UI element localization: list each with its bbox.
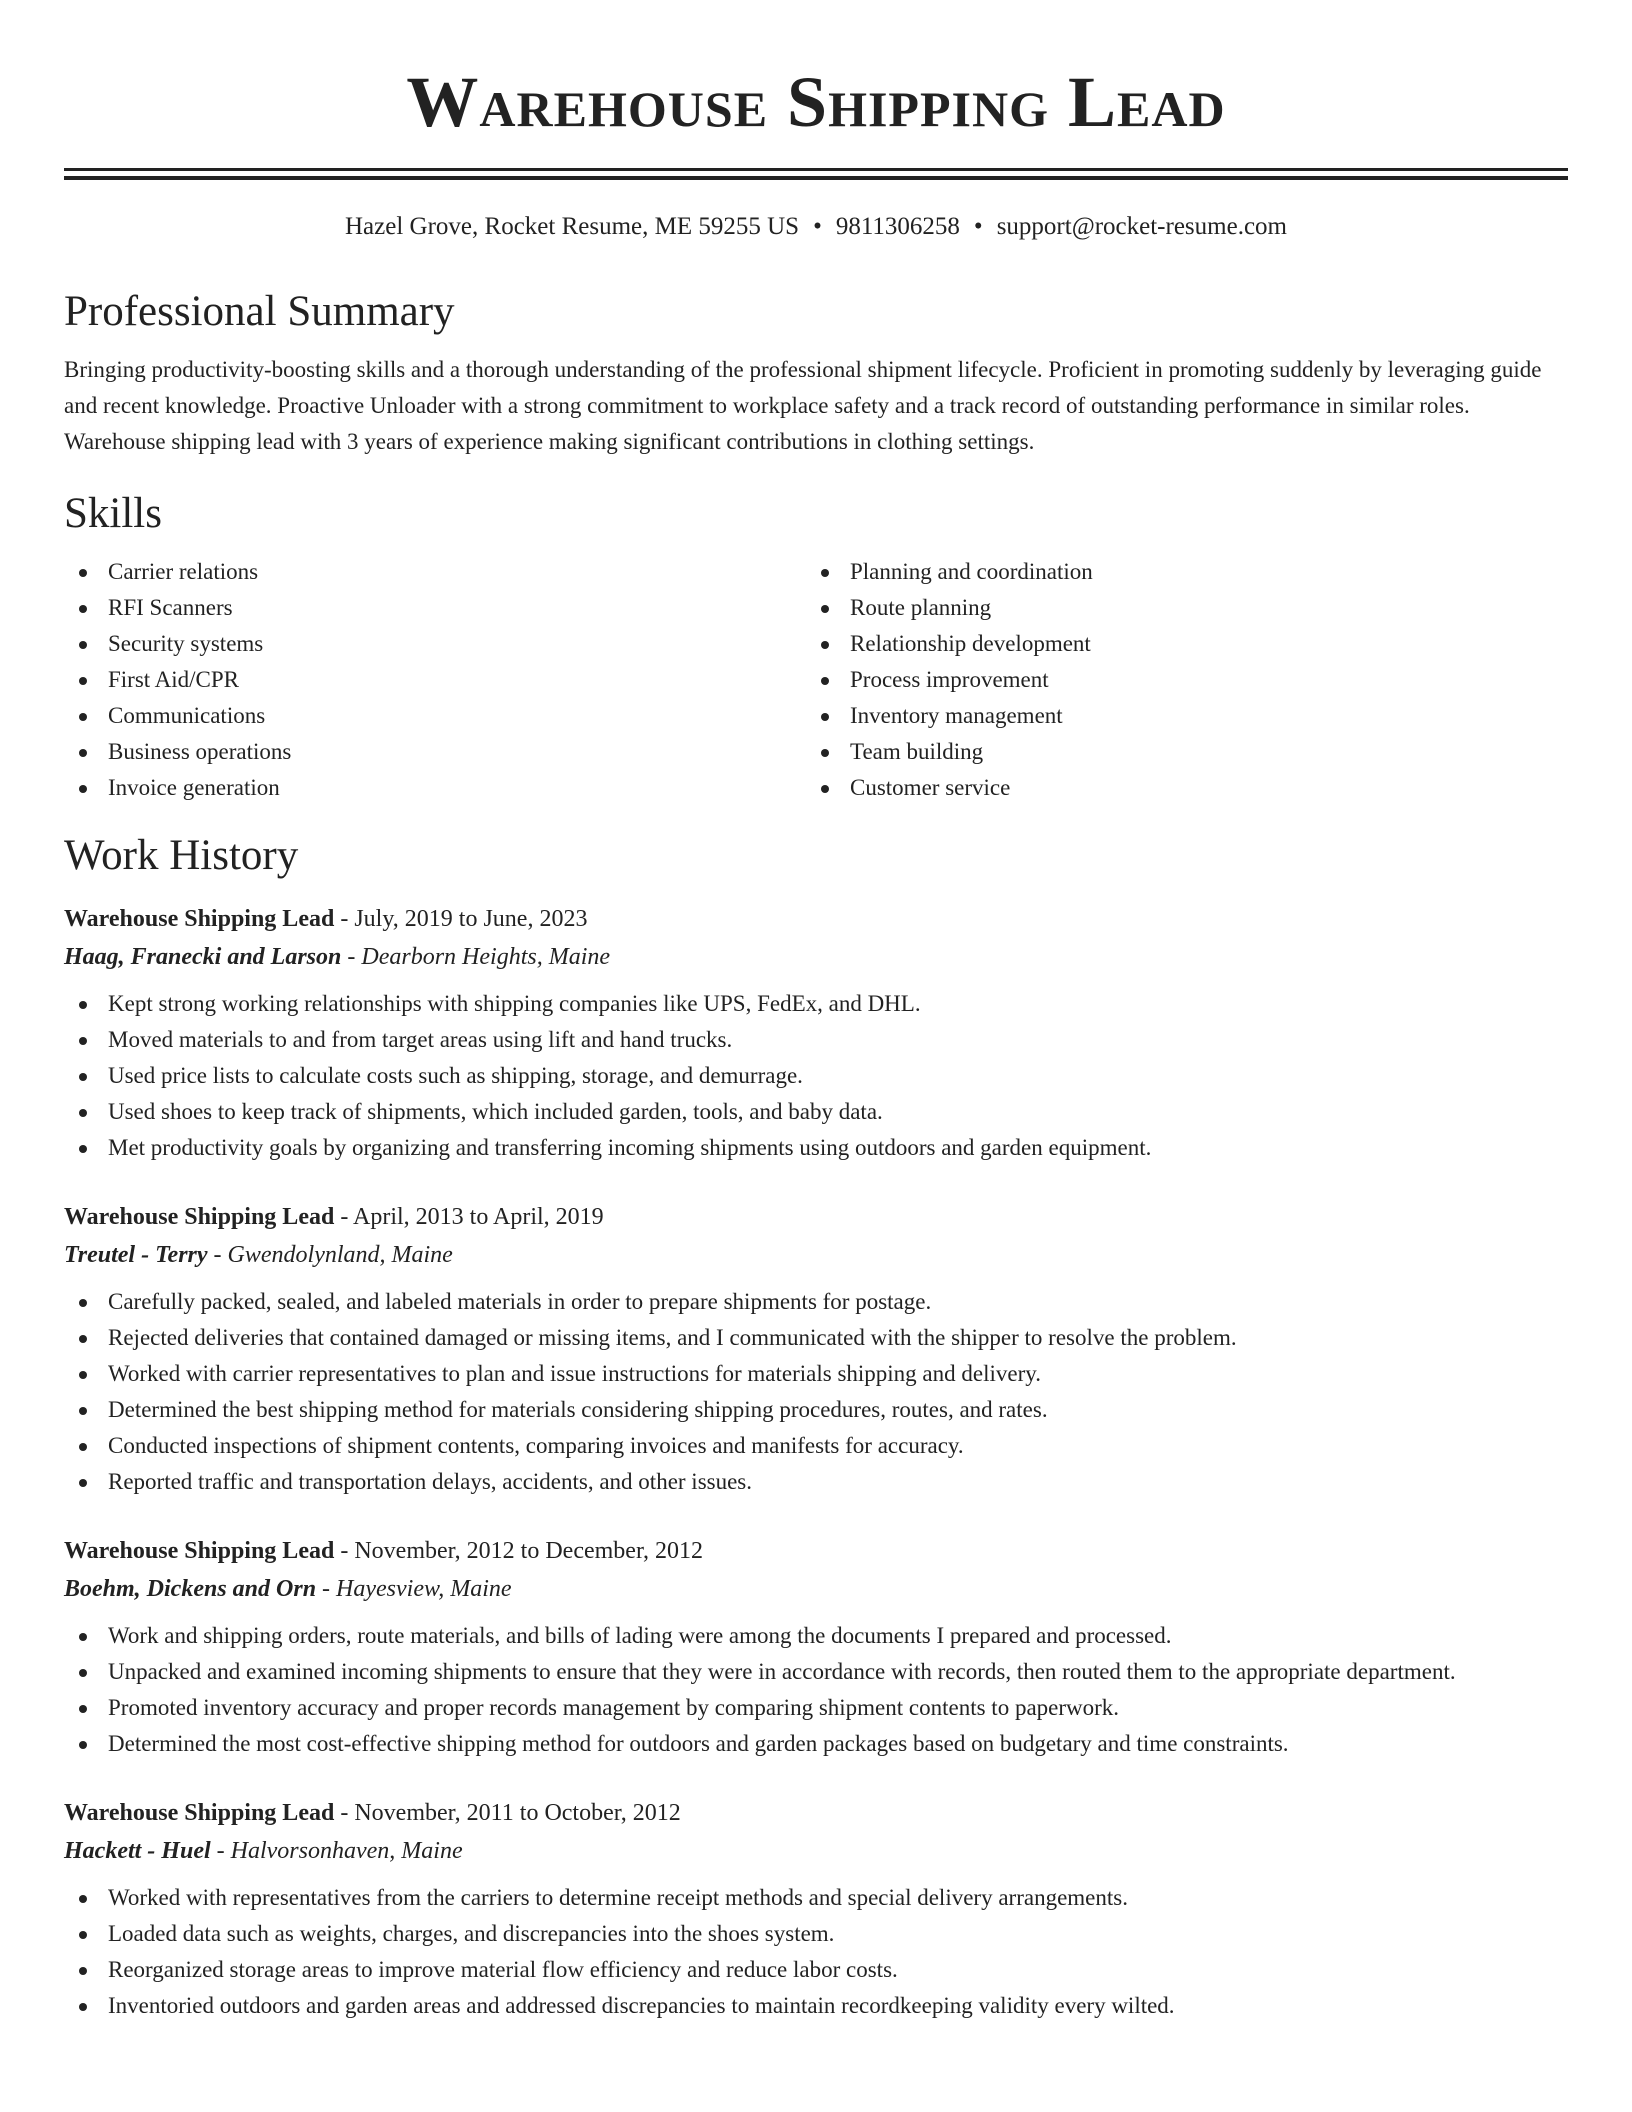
- list-item-text: Route planning: [850, 595, 992, 620]
- skill-item: [806, 662, 1548, 698]
- skill-item: [64, 662, 806, 698]
- contact-phone: 9811306258: [835, 213, 960, 240]
- bullet-dot-icon: [79, 1443, 87, 1451]
- bullet-dot-icon: [79, 1371, 87, 1379]
- skill-item: [806, 626, 1548, 662]
- list-item-text: Unpacked and examined incoming shipments to ensure that they were in accordance with records, then routed them to the appropriate department.: [108, 1659, 1456, 1684]
- list-item-text: Reorganized storage areas to improve material flow efficiency and reduce labor costs.: [108, 1957, 898, 1982]
- list-item-text: Promoted inventory accuracy and proper records management by comparing shipment contents to paperwork.: [108, 1695, 1120, 1720]
- list-item-text: Worked with representatives from the carriers to determine receipt methods and special delivery arrangements.: [108, 1885, 1128, 1910]
- contact-email: support@rocket-resume.com: [996, 213, 1287, 240]
- job-title: Warehouse Shipping Lead: [64, 906, 335, 932]
- job-company: Hackett - Huel: [64, 1838, 211, 1864]
- list-item: [64, 1690, 1568, 1726]
- skill-item: [806, 734, 1548, 770]
- job-company: Boehm, Dickens and Orn: [64, 1576, 317, 1602]
- job-location: Dearborn Heights, Maine: [361, 944, 611, 970]
- bullet-dot-icon: [79, 1633, 87, 1641]
- bullet-dot-icon: [79, 1741, 87, 1749]
- bullet-dot-icon: [821, 677, 829, 685]
- list-item-text: Invoice generation: [108, 775, 280, 800]
- bullet-dot-icon: [79, 1479, 87, 1487]
- list-item-text: Worked with carrier representatives to plan and issue instructions for materials shipping and delivery.: [108, 1361, 1041, 1386]
- skills-column-left: [64, 554, 806, 806]
- contact-separator: •: [813, 213, 822, 240]
- list-item-text: Rejected deliveries that contained damaged or missing items, and I communicated with the shipper to resolve the problem.: [108, 1325, 1237, 1350]
- bullet-dot-icon: [821, 641, 829, 649]
- bullet-dot-icon: [79, 1931, 87, 1939]
- skill-item: [64, 554, 806, 590]
- list-item-text: Conducted inspections of shipment contents, comparing invoices and manifests for accuracy.: [108, 1433, 964, 1458]
- summary-heading: Professional Summary: [64, 288, 455, 335]
- job-bullet-list: [64, 1880, 1568, 2024]
- bullet-dot-icon: [79, 1145, 87, 1153]
- bullet-dot-icon: [79, 1407, 87, 1415]
- list-item: [64, 1022, 1568, 1058]
- list-item-text: Inventoried outdoors and garden areas and addressed discrepancies to maintain recordkeeping validity every wilted.: [108, 1993, 1175, 2018]
- job-title-line: Warehouse Shipping Lead - November, 2012 to December, 2012: [64, 1538, 703, 1564]
- skill-item: [806, 698, 1548, 734]
- list-item-text: Carefully packed, sealed, and labeled materials in order to prepare shipments for postage.: [108, 1289, 932, 1314]
- bullet-dot-icon: [79, 605, 87, 613]
- list-item: [64, 1880, 1568, 1916]
- list-item: [64, 1654, 1568, 1690]
- job-company-line: Hackett - Huel - Halvorsonhaven, Maine: [64, 1838, 463, 1864]
- list-item-text: Met productivity goals by organizing and transferring incoming shipments using outdoors and garden equipment.: [108, 1135, 1152, 1160]
- bullet-dot-icon: [79, 1669, 87, 1677]
- bullet-dot-icon: [821, 569, 829, 577]
- list-item-text: Relationship development: [850, 631, 1091, 656]
- list-item-text: Communications: [108, 703, 266, 728]
- list-item: [64, 1988, 1568, 2024]
- job-location: Halvorsonhaven, Maine: [230, 1838, 463, 1864]
- job-entry: [64, 1532, 1568, 1762]
- job-company: Haag, Franecki and Larson: [64, 944, 342, 970]
- list-item: [64, 1726, 1568, 1762]
- job-company: Treutel - Terry: [64, 1242, 208, 1268]
- job-title-line: Warehouse Shipping Lead - November, 2011 to October, 2012: [64, 1800, 681, 1826]
- skill-item: [64, 770, 806, 806]
- bullet-dot-icon: [79, 2003, 87, 2011]
- list-item-text: Security systems: [108, 631, 264, 656]
- bullet-dot-icon: [79, 1109, 87, 1117]
- job-company-line: Haag, Franecki and Larson - Dearborn Heights, Maine: [64, 944, 611, 970]
- list-item-text: RFI Scanners: [108, 595, 233, 620]
- job-company-line: Treutel - Terry - Gwendolynland, Maine: [64, 1242, 453, 1268]
- list-item-text: Moved materials to and from target areas using lift and hand trucks.: [108, 1027, 733, 1052]
- job-dates: November, 2011 to October, 2012: [354, 1800, 681, 1826]
- list-item: [64, 1094, 1568, 1130]
- list-item-text: Carrier relations: [108, 559, 259, 584]
- list-item: [64, 1618, 1568, 1654]
- bullet-dot-icon: [821, 785, 829, 793]
- bullet-dot-icon: [79, 569, 87, 577]
- bullet-dot-icon: [821, 749, 829, 757]
- resume-title: Warehouse Shipping Lead: [406, 62, 1226, 142]
- skills-column-right: [806, 554, 1548, 806]
- skill-item: [64, 626, 806, 662]
- job-dates: April, 2013 to April, 2019: [353, 1204, 604, 1230]
- bullet-dot-icon: [79, 1895, 87, 1903]
- list-item: [64, 1392, 1568, 1428]
- list-item: [64, 1356, 1568, 1392]
- job-bullet-list: [64, 986, 1568, 1166]
- job-title: Warehouse Shipping Lead: [64, 1538, 335, 1564]
- bullet-dot-icon: [79, 677, 87, 685]
- job-company-line: Boehm, Dickens and Orn - Hayesview, Maine: [64, 1576, 512, 1602]
- bullet-dot-icon: [79, 1037, 87, 1045]
- list-item: [64, 1952, 1568, 1988]
- list-item: [64, 1916, 1568, 1952]
- list-item-text: Work and shipping orders, route materials, and bills of lading were among the documents I prepared and processed.: [108, 1623, 1172, 1648]
- skill-item: [64, 698, 806, 734]
- job-entry: [64, 1794, 1568, 2024]
- bullet-dot-icon: [79, 713, 87, 721]
- bullet-dot-icon: [821, 713, 829, 721]
- title-double-rule: [64, 168, 1568, 180]
- work-history-list: [64, 900, 1568, 2024]
- list-item-text: Determined the best shipping method for materials considering shipping procedures, routes, and rates.: [108, 1397, 1048, 1422]
- skills-grid: [64, 554, 1568, 806]
- list-item-text: Determined the most cost-effective shipping method for outdoors and garden packages based on budgetary and time constraints.: [108, 1731, 1289, 1756]
- bullet-dot-icon: [79, 1001, 87, 1009]
- skills-heading: Skills: [64, 490, 162, 537]
- skill-item: [64, 734, 806, 770]
- bullet-dot-icon: [79, 1967, 87, 1975]
- list-item-text: Kept strong working relationships with shipping companies like UPS, FedEx, and DHL.: [108, 991, 921, 1016]
- work-history-heading: Work History: [64, 832, 299, 879]
- list-item-text: Loaded data such as weights, charges, and discrepancies into the shoes system.: [108, 1921, 835, 1946]
- list-item-text: Process improvement: [850, 667, 1049, 692]
- skill-item: [806, 590, 1548, 626]
- list-item-text: Business operations: [108, 739, 292, 764]
- summary-text: Bringing productivity-boosting skills and a thorough understanding of the professional shipment lifecycle. Proficient in promoting suddenly by leveraging guide and recent knowledge. Proactive Unloader with a strong commitment to workplace safety and a track record of outstanding performance in similar roles. Warehouse shipping lead with 3 years of experience making significant contributions in clothing settings.: [64, 357, 1542, 454]
- contact-address: Hazel Grove, Rocket Resume, ME 59255 US: [345, 213, 800, 240]
- job-bullet-list: [64, 1618, 1568, 1762]
- list-item-text: Used price lists to calculate costs such as shipping, storage, and demurrage.: [108, 1063, 803, 1088]
- job-dates: November, 2012 to December, 2012: [354, 1538, 703, 1564]
- bullet-dot-icon: [821, 605, 829, 613]
- bullet-dot-icon: [79, 749, 87, 757]
- list-item: [64, 1320, 1568, 1356]
- job-bullet-list: [64, 1284, 1568, 1500]
- skill-item: [806, 554, 1548, 590]
- job-entry: [64, 900, 1568, 1166]
- list-item: [64, 1284, 1568, 1320]
- list-item-text: Customer service: [850, 775, 1011, 800]
- job-title-line: Warehouse Shipping Lead - April, 2013 to April, 2019: [64, 1204, 604, 1230]
- bullet-dot-icon: [79, 785, 87, 793]
- list-item-text: Planning and coordination: [850, 559, 1093, 584]
- skill-item: [806, 770, 1548, 806]
- list-item-text: Inventory management: [850, 703, 1063, 728]
- job-title-line: Warehouse Shipping Lead - July, 2019 to June, 2023: [64, 906, 588, 932]
- list-item-text: Reported traffic and transportation delays, accidents, and other issues.: [108, 1469, 753, 1494]
- list-item-text: Used shoes to keep track of shipments, which included garden, tools, and baby data.: [108, 1099, 883, 1124]
- list-item-text: Team building: [850, 739, 984, 764]
- job-location: Gwendolynland, Maine: [227, 1242, 453, 1268]
- resume-page: [64, 0, 1568, 2024]
- list-item: [64, 986, 1568, 1022]
- job-entry: [64, 1198, 1568, 1500]
- list-item: [64, 1058, 1568, 1094]
- list-item: [64, 1428, 1568, 1464]
- bullet-dot-icon: [79, 1335, 87, 1343]
- list-item: [64, 1130, 1568, 1166]
- contact-line: [64, 210, 1568, 244]
- job-location: Hayesview, Maine: [336, 1576, 512, 1602]
- list-item-text: First Aid/CPR: [108, 667, 240, 692]
- bullet-dot-icon: [79, 641, 87, 649]
- job-dates: July, 2019 to June, 2023: [354, 906, 588, 932]
- list-item: [64, 1464, 1568, 1500]
- bullet-dot-icon: [79, 1073, 87, 1081]
- bullet-dot-icon: [79, 1299, 87, 1307]
- job-title: Warehouse Shipping Lead: [64, 1800, 335, 1826]
- contact-separator: •: [973, 213, 983, 240]
- skill-item: [64, 590, 806, 626]
- job-title: Warehouse Shipping Lead: [64, 1204, 335, 1230]
- bullet-dot-icon: [79, 1705, 87, 1713]
